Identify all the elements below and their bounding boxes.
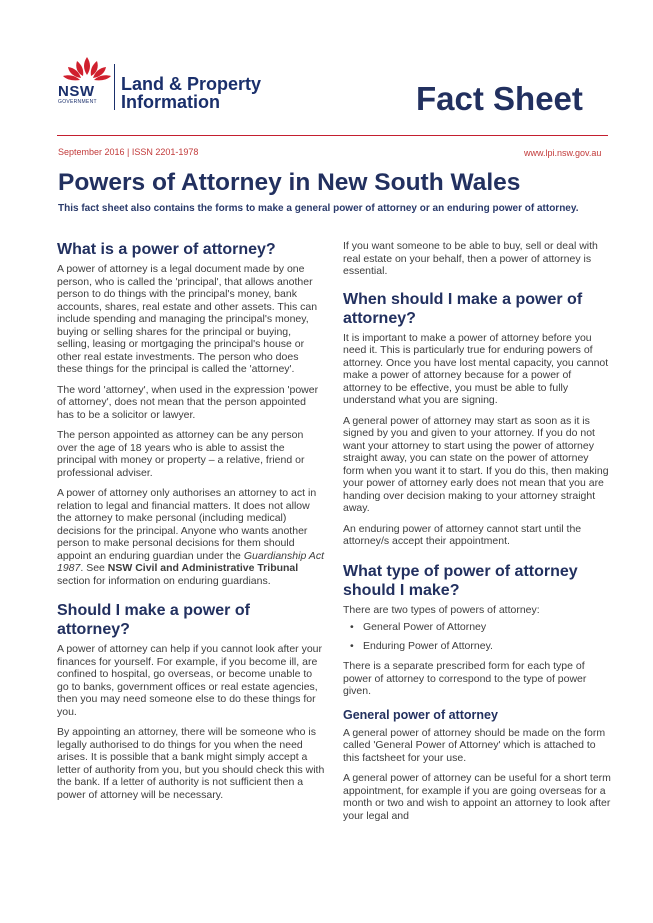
paragraph: By appointing an attorney, there will be someone who is legally authorised to do things for you when the need arises. It is possible that a bank might simply accept a letter of authority from you, but you should check this with the bank. If a letter of authority is not sufficient then a power of attorney will be necessary.: [57, 726, 325, 801]
text-span: A power of attorney only authorises an attorney to act in relation to legal and financial matters. It does not allow the attorney to make personal (including medical) decisions for the principal. Anyone who wants another person to make personal decisions for them should appoint an enduring guardian under the: [57, 487, 317, 562]
paragraph: A power of attorney can help if you cannot look after your finances for yourself. For example, if you become ill, are confined to hospital, go overseas, or become unable to go to banks, government offices or real estate agencies, then you may need someone else to do these things for you.: [57, 643, 322, 718]
act-reference: Guardianship Act 1987: [57, 549, 324, 574]
paragraph: The person appointed as attorney can be any person over the age of 18 years who is able to assist the principal with money or property – a relative, friend or professional adviser.: [57, 429, 305, 479]
agency-name-line2: Information: [121, 92, 220, 112]
paragraph: There are two types of powers of attorney:: [343, 603, 540, 616]
header-rule: [57, 135, 608, 136]
document-type-heading: Fact Sheet: [416, 80, 583, 117]
section-heading-should-i: Should I make a power of attorney?: [57, 602, 250, 638]
nsw-wordmark: NSW: [58, 83, 95, 100]
section-heading-when: When should I make a power of attorney?: [343, 290, 583, 327]
paragraph: A general power of attorney can be useful for a short term appointment, for example if you are going overseas for a month or two and wish to appoint an attorney to look after your legal and: [343, 772, 611, 822]
paragraph: There is a separate prescribed form for each type of power of attorney to correspond to the type of power given.: [343, 660, 587, 697]
paragraph: An enduring power of attorney cannot start until the attorney/s accept their appointment.: [343, 522, 582, 547]
date-issn: September 2016 | ISSN 2201-1978: [58, 147, 199, 157]
paragraph: It is important to make a power of attorney before you need it. This is particularly true for enduring powers of attorney. Once you have lost mental capacity, you cannot make a power of attorney because for a power of attorney to be effective, you must be able to fully understand what you are signing.: [343, 331, 609, 406]
list-item: • Enduring Power of Attorney.: [343, 640, 611, 653]
page-title: Powers of Attorney in New South Wales: [58, 169, 521, 196]
right-column: [343, 240, 611, 822]
website-link[interactable]: www.lpi.nsw.gov.au: [524, 148, 602, 158]
paragraph: The word 'attorney', when used in the expression 'power of attorney', does not mean that the person appointed has to be a solicitor or lawyer.: [57, 383, 319, 421]
paragraph-with-references: [57, 487, 325, 587]
text-span: . See: [80, 562, 108, 574]
tribunal-reference: NSW Civil and Administrative Tribunal: [107, 562, 299, 574]
section-heading-what-is: What is a power of attorney?: [57, 241, 276, 258]
paragraph: A general power of attorney should be made on the form called 'General Power of Attorney' which is attached to this factsheet for your use.: [343, 726, 606, 764]
paragraph: A general power of attorney may start as soon as it is signed by you and given to your attorney. If you do not want your attorney to start using the power of attorney straight away, you can state on the power of attorney form when you want it to start. If you do this, then making your power of attorney early does not mean that you are handing over decision making to your attorney straight away.: [343, 414, 609, 514]
attorney-types-list: [343, 621, 611, 652]
section-heading-what-type: What type of power of attorney should I make?: [343, 562, 578, 599]
left-column: [57, 240, 325, 801]
agency-name-line1: Land & Property: [121, 74, 262, 94]
paragraph: A power of attorney is a legal document made by one person, who is called the 'principal', that allows another person to do things with the principal's money, bank accounts, shares, real estate and other assets. This can include spending and managing the principal's money, buying or selling shares for the principal or buying, selling, leasing or mortgaging the principal's house or other real estate investments. The person who does these things for the principal is called the 'attorney'.: [57, 263, 318, 375]
page-subtitle: This fact sheet also contains the forms to make a general power of attorney or an enduring power of attorney.: [58, 203, 579, 214]
government-wordmark: GOVERNMENT: [58, 99, 97, 105]
text-span: section for information on enduring guardians.: [57, 574, 271, 587]
logo-divider: [114, 64, 115, 110]
list-item: • General Power of Attorney: [343, 621, 611, 634]
paragraph: If you want someone to be able to buy, sell or deal with real estate on your behalf, then a power of attorney is essential.: [343, 240, 598, 277]
subsection-heading-general: General power of attorney: [343, 707, 498, 722]
